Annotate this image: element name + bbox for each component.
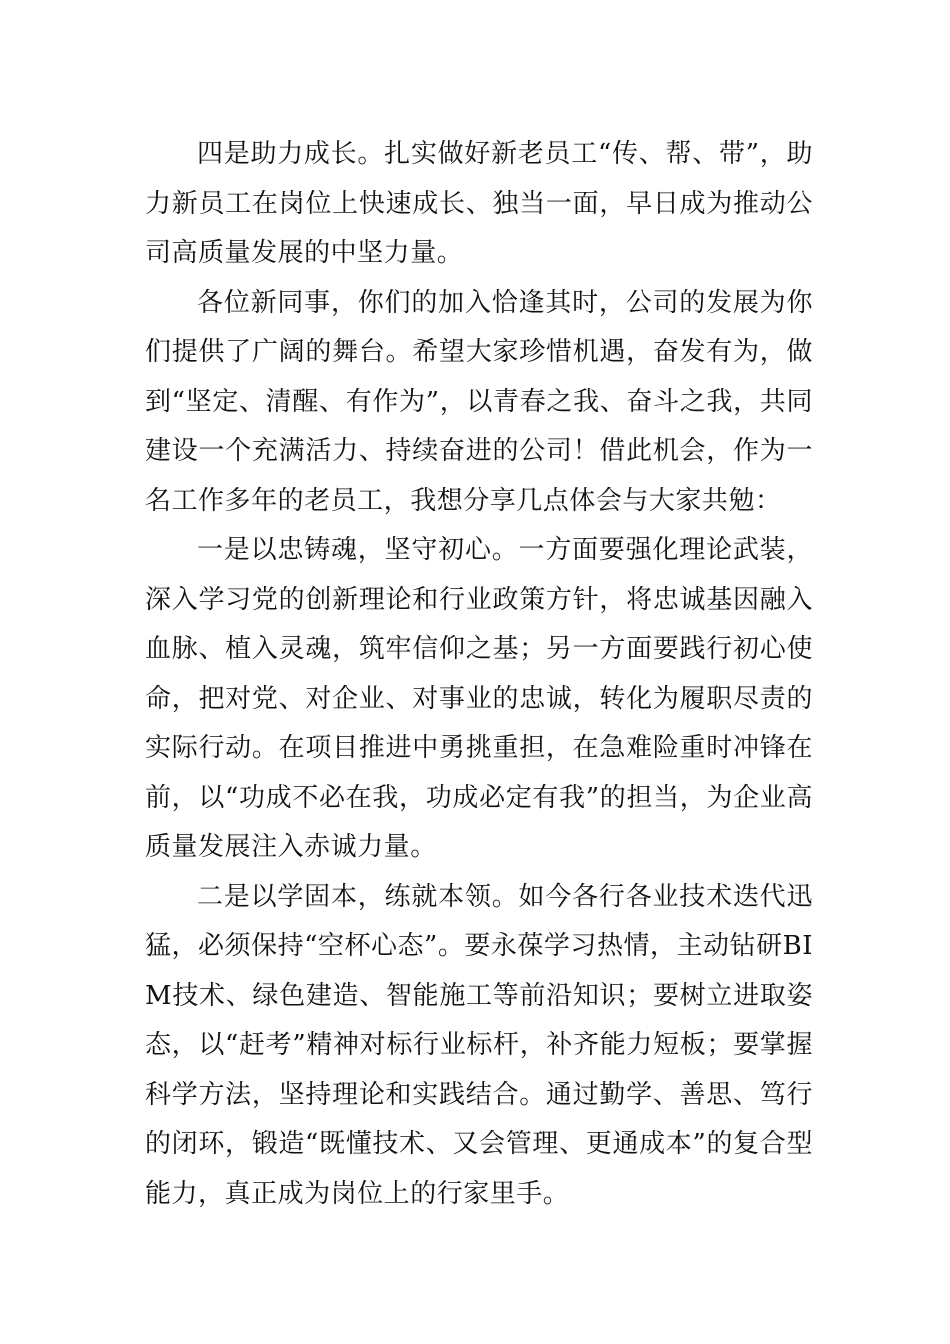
document-text-block bbox=[145, 130, 813, 1219]
paragraph-address-new-colleagues: 各位新同事，你们的加入恰逢其时，公司的发展为你们提供了广阔的舞台。希望大家珍惜机遇，奋发有为，做到“坚定、清醒、有作为”，以青春之我、奋斗之我，共同建设一个充满活力、持续奋进的公司！借此机会，作为一名工作多年的老员工，我想分享几点体会与大家共勉： bbox=[145, 287, 813, 516]
paragraph-point-two-learning: 二是以学固本，练就本领。如今各行各业技术迭代迅猛，必须保持“空杯心态”。要永葆学习热情，主动钻研BIM技术、绿色建造、智能施工等前沿知识；要树立进取姿态，以“赶考”精神对标行业标杆，补齐能力短板；要掌握科学方法，坚持理论和实践结合。通过勤学、善思、笃行的闭环，锻造“既懂技术、又会管理、更通成本”的复合型能力，真正成为岗位上的行家里手。 bbox=[145, 881, 814, 1209]
paragraph-point-one-loyalty: 一是以忠铸魂，坚守初心。一方面要强化理论武装，深入学习党的创新理论和行业政策方针，将忠诚基因融入血脉、植入灵魂，筑牢信仰之基；另一方面要践行初心使命，把对党、对企业、对事业的忠诚，转化为履职尽责的实际行动。在项目推进中勇挑重担，在急难险重时冲锋在前，以“功成不必在我，功成必定有我”的担当，为企业高质量发展注入赤诚力量。 bbox=[145, 535, 813, 862]
paragraph-point-four-help-growth: 四是助力成长。扎实做好新老员工“传、帮、带”，助力新员工在岗位上快速成长、独当一面，早日成为推动公司高质量发展的中坚力量。 bbox=[145, 139, 813, 268]
